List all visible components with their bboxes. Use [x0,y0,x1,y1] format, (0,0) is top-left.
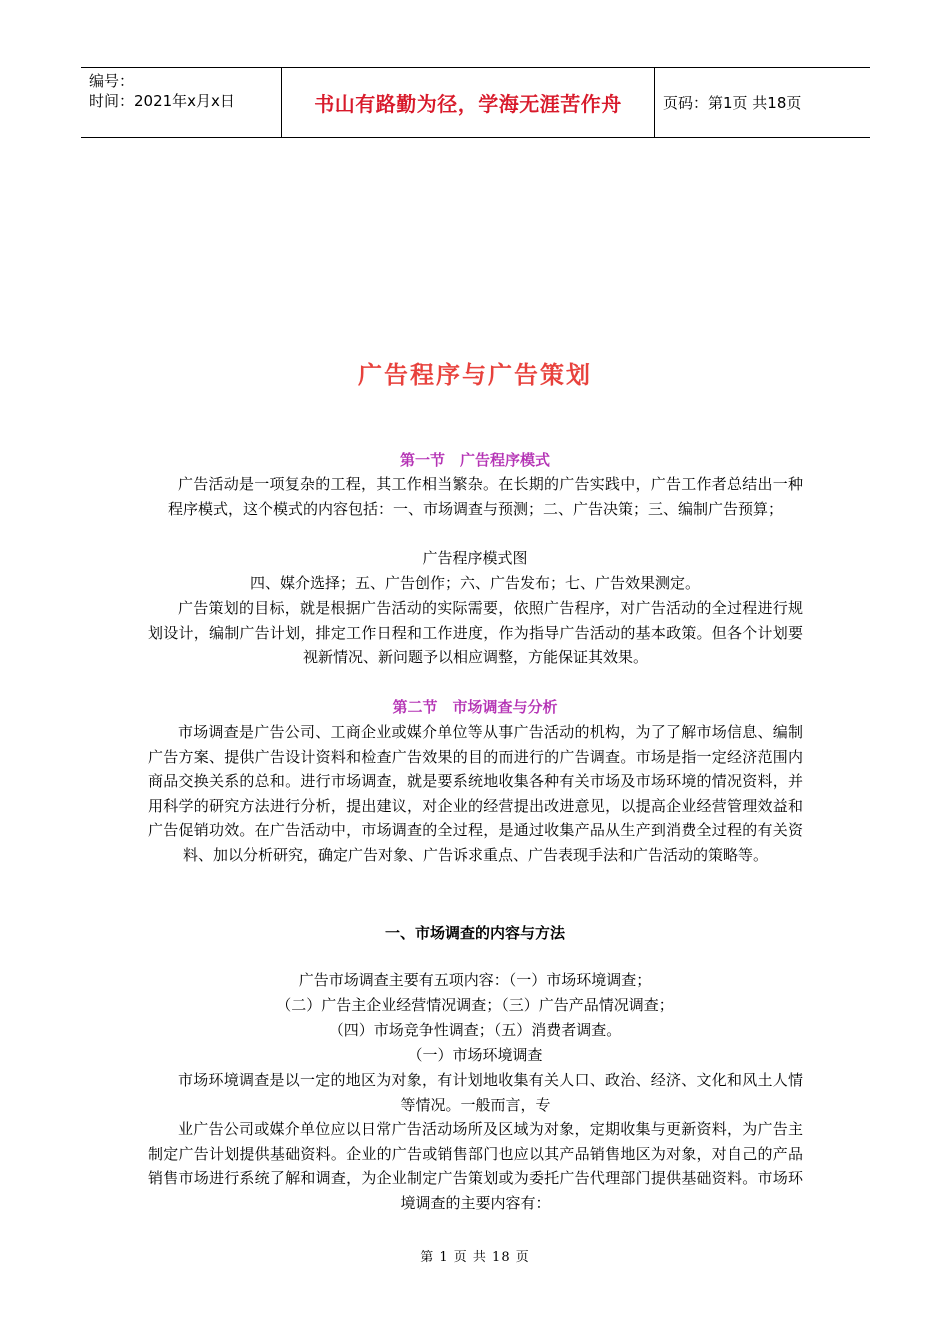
section2-para1: 市场调查是广告公司、工商企业或媒介单位等从事广告活动的机构，为了了解市场信息、编制广告方案、提供广告设计资料和检查广告效果的目的而进行的广告调查。市场是指一定经济范围内商品交换关系的总和。进行市场调查，就是要系统地收集各种有关市场及市场环境的情况资料，并用科学的研究方法进行分析，提出建议，对企业的经营提出改进意见，以提高企业经营管理效益和广告促销功效。在广告活动中，市场调查的全过程，是通过收集产品从生产到消费全过程的有关资料、加以分析研究，确定广告对象、广告诉求重点、广告表现手法和广告活动的策略等。 [148,723,803,864]
section2-heading: 第二节 市场调查与分析 [392,698,558,716]
document-title: 广告程序与广告策划 [358,360,592,389]
header-motto-cell [281,68,655,137]
header-left-cell [81,68,281,137]
subsection1-para2: 业广告公司或媒介单位应以日常广告活动场所及区域为对象，定期收集与更新资料，为广告主制定广告计划提供基础资料。企业的广告或销售部门也应以其产品销售地区为对象，对自己的产品销售市场进行系统了解和调查，为企业制定广告策划或为委托广告代理部门提供基础资料。市场环境调查的主要内容有： [148,1120,803,1212]
section1-para2: 广告策划的目标，就是根据广告活动的实际需要，依照广告程序，对广告活动的全过程进行规划设计，编制广告计划，排定工作日程和工作进度，作为指导广告活动的基本政策。但各个计划要视新情况、新问题予以相应调整，方能保证其效果。 [148,599,803,667]
motto: 书山有路勤为径，学海无涯苦作舟 [314,92,622,116]
header-table [81,67,870,138]
content-line2: （二）广告主企业经营情况调查；（三）广告产品情况调查； [276,996,674,1014]
section1-para1: 广告活动是一项复杂的工程，其工作相当繁杂。在长期的广告实践中，广告工作者总结出一种程序模式，这个模式的内容包括：一、市场调查与预测；二、广告决策；三、编制广告预算； [167,475,803,518]
item-heading: （一）市场环境调查 [407,1046,543,1064]
content-line3: （四）市场竞争性调查；（五）消费者调查。 [328,1021,622,1039]
subsection1-heading: 一、市场调查的内容与方法 [384,924,565,942]
figure-caption: 广告程序模式图 [422,549,528,567]
header-page-code-cell [655,68,870,137]
section1-heading: 第一节 广告程序模式 [399,451,550,469]
page-code: 页码：第1页 共18页 [663,94,802,112]
subsection1-para1: 市场环境调查是以一定的地区为对象，有计划地收集有关人口、政治、经济、文化和风土人情等情况。一般而言，专 [178,1071,803,1114]
time-label: 时间：2021年x月x日 [89,92,235,110]
content-line1: 广告市场调查主要有五项内容：（一）市场环境调查； [298,971,652,989]
number-label: 编号： [89,72,135,90]
section1-line-after-figure: 四、媒介选择；五、广告创作；六、广告发布；七、广告效果测定。 [249,574,700,592]
page-footer: 第 1 页 共 18 页 [420,1250,530,1265]
